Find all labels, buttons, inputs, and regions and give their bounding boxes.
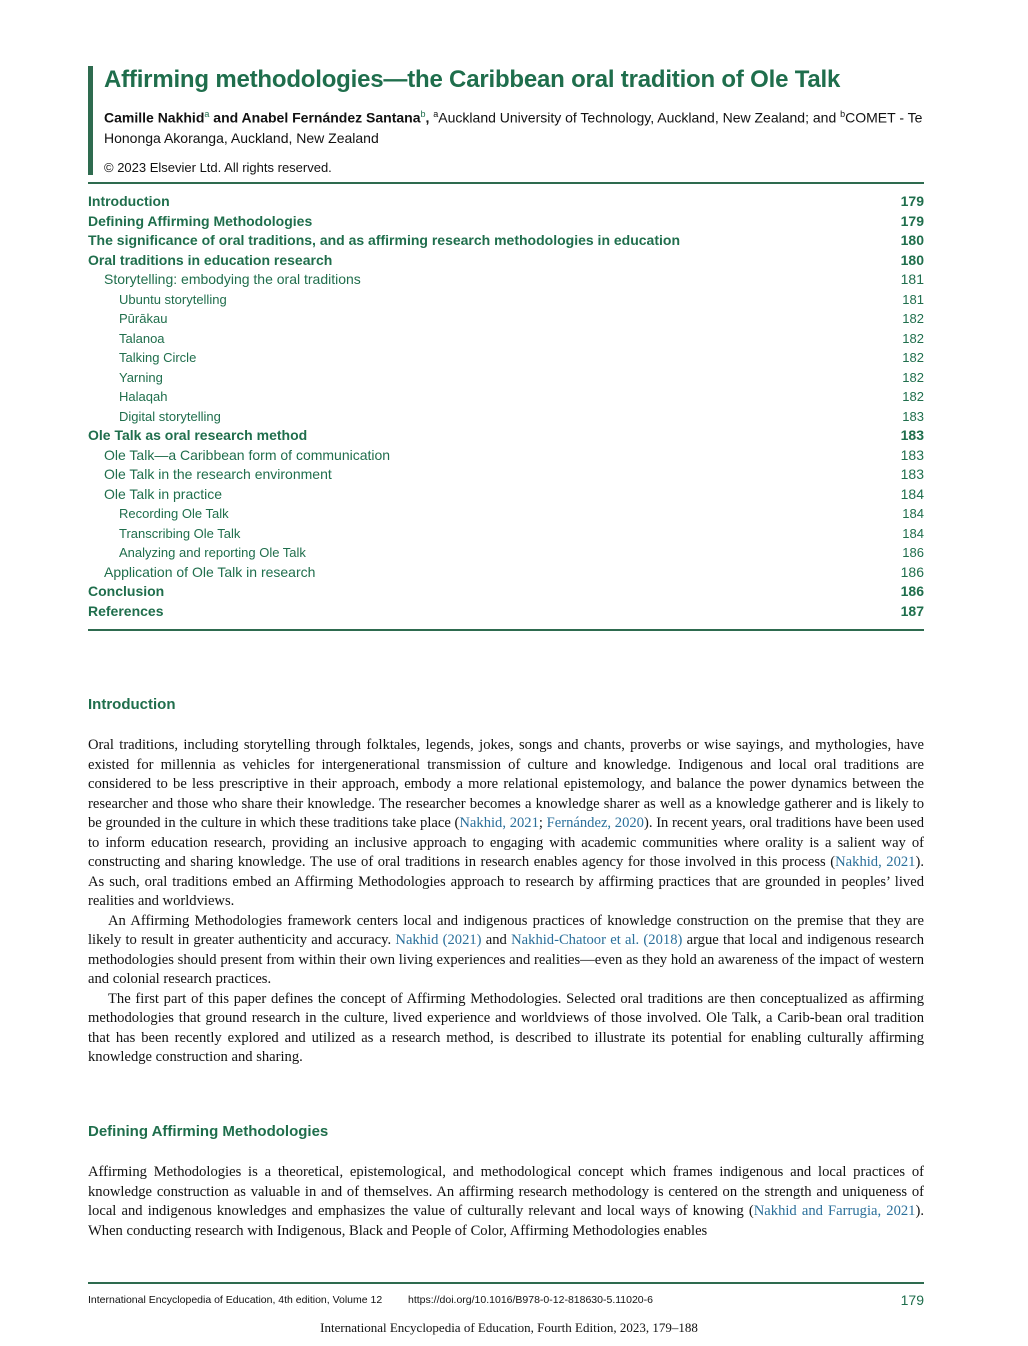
toc-entry[interactable] [88,582,924,602]
toc-entry-title[interactable]: Digital storytelling [119,408,221,424]
toc-entry-title[interactable]: Ole Talk as oral research method [88,427,308,443]
toc-entry-title[interactable]: Ole Talk in practice [104,485,223,502]
toc-entry-page: 187 [900,602,924,619]
author-line [104,104,940,148]
toc-entry-title[interactable]: Storytelling: embodying the oral traditions [104,271,361,287]
citation-link[interactable]: Nakhid, 2021 [835,854,916,870]
author-2-affiliation-mark[interactable]: b [420,109,426,119]
toc-entry-title[interactable]: The significance of oral traditions, and as affirming research methodologies in education [88,232,680,248]
paragraph-text: ). In recent years, oral traditions have been used to inform education research, providing an inclusive approach to engaging with academic communities where orality is a salient way of constructing and sharing knowledge. The use of oral traditions in research enables agency for those involved in this process ( [88,815,925,870]
toc-entry-title[interactable]: Ole Talk in the research environment [104,466,332,482]
footer-rule [88,1282,924,1284]
toc-entry-title[interactable]: Oral traditions in education research [88,251,333,268]
paragraph-text: ). As such, oral traditions embed an Affirming Methodologies approach to research by affirming practices that are grounded in peoples’ lived realities and worldviews. [88,854,924,909]
footer-doi-link[interactable]: https://doi.org/10.1016/B978-0-12-818630-5.11020-6 [408,1294,653,1306]
toc-entry-page: 186 [900,563,924,580]
introduction-paragraph-2 [88,912,924,990]
toc-entry-page: 184 [902,506,924,521]
citation-link[interactable]: Nakhid and Farrugia, 2021 [753,1203,916,1219]
footer-journal-reference: International Encyclopedia of Education, 4th edition, Volume 12 [88,1294,383,1306]
page-footer [88,1292,924,1310]
table-of-contents [88,182,924,631]
paragraph-text: An Affirming Methodologies framework centers local and indigenous practices of knowledge construction on the premise that they are likely to result in greater authenticity and accuracy. [88,912,924,948]
toc-entry-title[interactable]: Introduction [88,193,170,209]
toc-entry-title[interactable]: Ole Talk—a Caribbean form of communication [104,446,391,463]
toc-entry-title[interactable]: Yarning [119,369,163,385]
toc-entry[interactable] [88,485,924,505]
toc-entry[interactable] [88,309,924,329]
toc-entry-page: 182 [902,330,924,346]
toc-entry[interactable] [88,212,924,232]
toc-entry-page: 181 [900,271,924,287]
toc-entry-page: 183 [902,408,924,424]
toc-entry[interactable] [88,368,924,388]
paragraph-text: and [481,932,512,948]
toc-entry-page: 183 [900,466,924,482]
title-block [88,66,940,175]
toc-entry-title[interactable]: References [88,602,164,619]
author-1-affiliation-mark[interactable]: a [204,109,210,119]
toc-entry[interactable] [88,192,924,212]
toc-entry-title[interactable]: Recording Ole Talk [119,506,229,521]
section-heading-defining: Defining Affirming Methodologies [88,1123,329,1140]
toc-entry-title[interactable]: Conclusion [88,583,165,599]
article-title: Affirming methodologies—the Caribbean oral tradition of Ole Talk [104,66,841,93]
toc-entry[interactable] [88,290,924,310]
toc-entry-title[interactable]: Ubuntu storytelling [119,291,227,307]
affiliation-b: COMET - Te Hononga Akoranga, Auckland, New Zealand [104,109,923,146]
toc-entry-page: 186 [900,583,924,599]
toc-entry[interactable] [88,251,924,271]
toc-entry-page: 182 [902,369,924,385]
affiliation-a: Auckland University of Technology, Auckland, New Zealand; and [438,109,837,126]
paragraph-text: The first part of this paper defines the concept of Affirming Methodologies. Selected oral traditions are then conceptualized as affirming methodologies that ground research in the culture, lived experience and worldviews of those involved. Ole Talk, a Carib-bean oral tradition that has been recently explored and utilized as a research method, is described to illustrate its potential for enabling culturally affirming knowledge construction and sharing. [88,990,924,1065]
paragraph-text: Affirming Methodologies is a theoretical, epistemological, and methodological concept which frames indigenous and local practices of knowledge construction as valuable in and of themselves. An affirming research methodology is centered on the strength and uniqueness of local and indigenous knowledges and emphasizes the value of culturally relevant and local ways of knowing ( [88,1164,924,1219]
toc-entry-page: 180 [900,251,924,268]
toc-entry-page: 180 [900,232,924,248]
toc-entry-title[interactable]: Transcribing Ole Talk [119,525,241,541]
paragraph-text: Oral traditions, including storytelling through folktales, legends, jokes, songs and chants, proverbs or wise sayings, and mythologies, have existed for millennia as vehicles for intergenerational transmission of culture and knowledge. Indigenous and local oral traditions are considered to be less prescriptive in their approach, embody a more relational epistemology, and balance the power dynamics between the researcher and those who share their knowledge. The researcher becomes a knowledge sharer as well as a knowledge gatherer and is likely to be grounded in the culture in which these traditions take place ( [88,737,924,831]
toc-entry-title[interactable]: Defining Affirming Methodologies [88,212,313,229]
toc-entry[interactable] [88,387,924,407]
toc-entry-title[interactable]: Halaqah [119,389,168,404]
affiliation-a-mark: a [433,109,439,119]
toc-entry-page: 184 [902,525,924,541]
citation-link[interactable]: Fernández, 2020 [546,815,644,831]
toc-entry-page: 179 [900,212,924,229]
toc-entry[interactable] [88,524,924,544]
toc-entry-title[interactable]: Pūrākau [119,311,168,326]
author-1: Camille Nakhid [104,109,205,126]
paragraph-text: argue that local and indigenous research methodologies should present from within their own living experiences and realities—even as they hold an awareness of the impact of western and colonial research practices. [88,932,924,987]
citation-link[interactable]: Nakhid (2021) [395,932,482,948]
toc-entry[interactable] [88,407,924,427]
toc-entry-page: 179 [900,193,924,209]
toc-entry[interactable] [88,270,924,290]
toc-entry[interactable] [88,426,924,446]
author-comma: , [425,109,430,126]
toc-entry[interactable] [88,231,924,251]
toc-entry[interactable] [88,504,924,524]
toc-entry[interactable] [88,348,924,368]
toc-entry[interactable] [88,563,924,583]
toc-entry[interactable] [88,465,924,485]
toc-entry[interactable] [88,602,924,622]
section-heading-introduction: Introduction [88,696,176,713]
toc-entry[interactable] [88,329,924,349]
toc-entry-title[interactable]: Talanoa [119,330,165,346]
citation-link[interactable]: Nakhid-Chatoor et al. (2018) [511,932,683,948]
toc-entry-page: 183 [900,427,924,443]
paragraph-text: ; [538,815,547,831]
footer-page-number: 179 [900,1292,924,1308]
citation-link[interactable]: Nakhid, 2021 [459,815,539,831]
toc-entry-page: 182 [902,350,924,365]
toc-entry[interactable] [88,543,924,563]
introduction-paragraph-3 [88,990,924,1068]
toc-entry-page: 186 [902,545,924,560]
defining-body [88,1163,924,1241]
toc-entry-page: 182 [902,389,924,404]
introduction-paragraph-1 [88,736,924,912]
defining-paragraph-1 [88,1163,924,1241]
toc-entry-title[interactable]: Application of Ole Talk in research [104,563,316,580]
toc-entry-page: 182 [902,311,924,326]
author-conjunction: and [209,109,242,126]
affiliation-b-mark: b [840,109,846,119]
copyright-notice: © 2023 Elsevier Ltd. All rights reserved. [104,159,332,175]
paragraph-text: ). When conducting research with Indigenous, Black and People of Color, Affirming Methodologies enables [88,1203,924,1239]
author-2: Anabel Fernández Santana [241,109,421,126]
toc-entry-page: 184 [900,485,924,502]
bottom-citation: International Encyclopedia of Education, Fourth Edition, 2023, 179–188 [320,1320,698,1335]
toc-entry-page: 181 [902,291,924,307]
toc-entry-title[interactable]: Analyzing and reporting Ole Talk [119,545,306,560]
toc-entry-page: 183 [900,446,924,463]
introduction-body [88,736,924,1068]
toc-entry-title[interactable]: Talking Circle [119,350,197,365]
toc-entry[interactable] [88,446,924,466]
